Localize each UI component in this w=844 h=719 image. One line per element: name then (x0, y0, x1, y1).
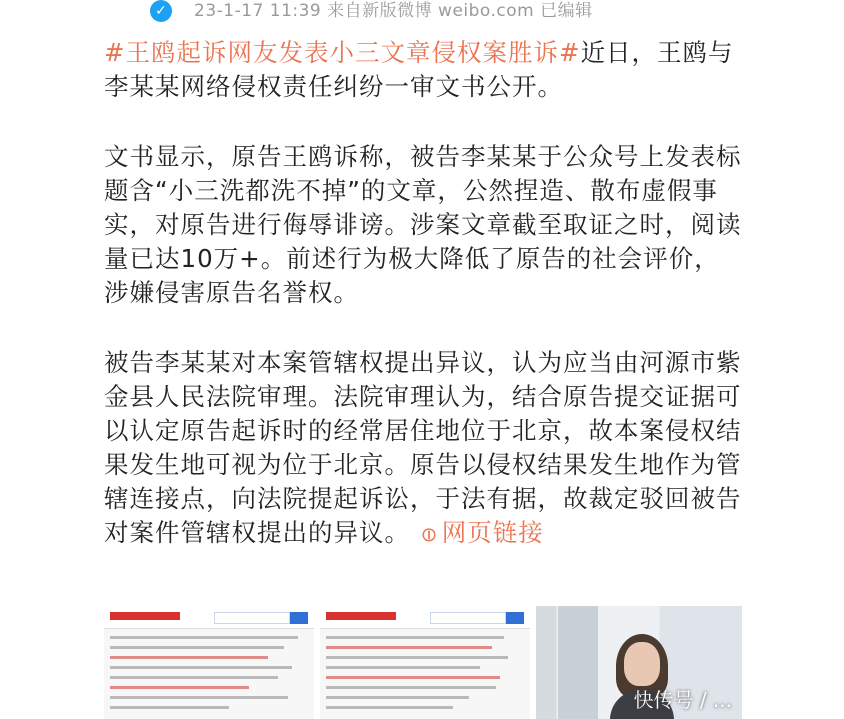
link-icon: ⊘ (414, 519, 444, 549)
thumbnail-photo[interactable] (536, 606, 742, 719)
post-body (104, 36, 744, 587)
thumbnail-document-1[interactable] (104, 606, 314, 719)
watermark-text: 快传号 / ... (633, 688, 732, 712)
verified-icon: ✓ (150, 0, 172, 22)
web-link[interactable] (410, 518, 544, 547)
hashtag-link[interactable]: #王鸥起诉网友发表小三文章侵权案胜诉# (104, 38, 581, 67)
post-meta: 23-1-17 11:39 来自新版微博 weibo.com 已编辑 (194, 1, 593, 21)
paragraph-3 (104, 346, 744, 551)
thumbnail-document-2[interactable] (320, 606, 530, 719)
paragraph-3-text: 被告李某某对本案管辖权提出异议，认为应当由河源市紫金县人民法院审理。法院审理认为，结合原告提交证据可以认定原告起诉时的经常居住地位于北京，故本案侵权结果发生地可视为位于北京。原告以侵权结果发生地作为管辖连接点，向法院提起诉讼，于法有据，故裁定驳回被告对案件管辖权提出的异议。 (104, 348, 742, 547)
image-thumbnails (104, 606, 742, 719)
paragraph-1 (104, 36, 744, 104)
paragraph-1-text: 近日，王鸥与李某某网络侵权责任纠纷一审文书公开。 (104, 38, 734, 101)
paragraph-2: 文书显示，原告王鸥诉称，被告李某某于公众号上发表标题含“小三洗都洗不掉”的文章，公然捏造、散布虚假事实，对原告进行侮辱诽谤。涉案文章截至取证之时，阅读量已达10万+。前述行为极大降低了原告的社会评价，涉嫌侵害原告名誉权。 (104, 142, 742, 307)
web-link-label: 网页链接 (441, 518, 544, 547)
